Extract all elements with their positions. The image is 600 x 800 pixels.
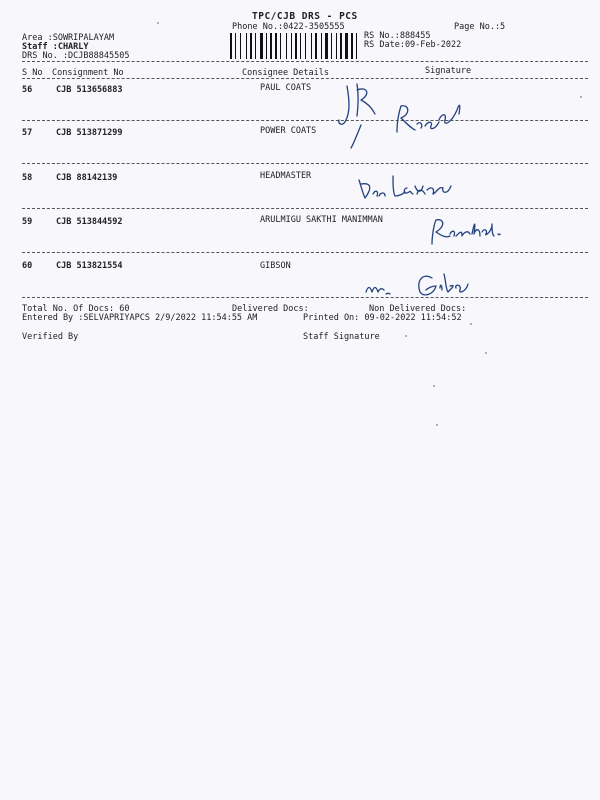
column-header-sno: S No [22, 68, 43, 78]
barcode-bar [351, 33, 353, 59]
scan-speck [580, 96, 582, 98]
barcode [230, 33, 358, 59]
barcode-bar [336, 33, 337, 59]
barcode-bar [266, 33, 267, 59]
row-consignment: CJB 88142139 [56, 173, 118, 183]
scan-speck [436, 424, 438, 426]
scan-speck [470, 323, 472, 325]
barcode-bar [235, 33, 236, 59]
barcode-bar [315, 33, 317, 59]
barcode-bar [275, 33, 277, 59]
barcode-bar [331, 33, 332, 59]
barcode-bar [246, 33, 247, 59]
row-divider [22, 252, 588, 253]
barcode-bar [305, 33, 306, 59]
barcode-bar [311, 33, 312, 59]
row-sno: 59 [22, 217, 33, 227]
barcode-bar [356, 33, 357, 59]
document-title: TPC/CJB DRS - PCS [252, 11, 358, 22]
non-delivered-docs: Non Delivered Docs: [369, 304, 467, 314]
handwritten-signature [362, 268, 472, 300]
delivered-docs: Delivered Docs: [232, 304, 309, 314]
row-consignment: CJB 513821554 [56, 261, 123, 271]
barcode-bar [230, 33, 232, 59]
total-docs: Total No. Of Docs: 60 [22, 304, 130, 314]
handwritten-signature [355, 172, 465, 204]
divider [22, 78, 588, 79]
phone-number: Phone No.:0422-3505555 [232, 22, 345, 32]
scan-speck [405, 335, 407, 337]
barcode-bar [340, 33, 342, 59]
barcode-bar [345, 33, 348, 59]
printed-on: Printed On: 09-02-2022 11:54:52 [303, 313, 462, 323]
barcode-bar [295, 33, 297, 59]
barcode-bar [300, 33, 301, 59]
rs-number: RS No.:888455 [364, 31, 431, 41]
row-sno: 57 [22, 128, 33, 138]
row-divider [22, 163, 588, 164]
row-consignment: CJB 513656883 [56, 85, 123, 95]
row-sno: 56 [22, 85, 33, 95]
row-divider [22, 208, 588, 209]
column-header-consignment: Consignment No [52, 68, 124, 78]
row-consignee: POWER COATS [260, 126, 317, 136]
column-header-consignee: Consignee Details [242, 68, 329, 78]
staff-signature-label: Staff Signature [303, 332, 380, 342]
barcode-bar [321, 33, 322, 59]
barcode-bar [291, 33, 292, 59]
row-divider [22, 120, 588, 121]
row-consignee: ARULMIGU SAKTHI MANIMMAN [260, 215, 383, 225]
barcode-bar [325, 33, 328, 59]
row-consignee: HEADMASTER [260, 171, 312, 181]
row-sno: 60 [22, 261, 33, 271]
entered-by: Entered By :SELVAPRIYAPCS 2/9/2022 11:54:55 AM [22, 313, 258, 323]
row-divider [22, 297, 588, 298]
row-consignment: CJB 513871299 [56, 128, 123, 138]
barcode-bar [250, 33, 252, 59]
barcode-bar [260, 33, 263, 59]
barcode-bar [255, 33, 256, 59]
handwritten-signature [335, 80, 475, 155]
verified-by-label: Verified By [22, 332, 79, 342]
scan-speck [485, 352, 487, 354]
barcode-bar [270, 33, 272, 59]
barcode-bar [286, 33, 287, 59]
page-number: Page No.:5 [454, 22, 506, 32]
rs-date: RS Date:09-Feb-2022 [364, 40, 462, 50]
row-consignee: GIBSON [260, 261, 291, 271]
drs-number: DRS No. :DCJB88845505 [22, 51, 130, 61]
handwritten-signature [428, 214, 508, 250]
staff-label: Staff :CHARLY [22, 42, 89, 52]
row-consignee: PAUL COATS [260, 83, 312, 93]
scan-speck [157, 22, 159, 24]
row-consignment: CJB 513844592 [56, 217, 123, 227]
barcode-bar [240, 33, 241, 59]
scan-speck [433, 385, 435, 387]
row-sno: 58 [22, 173, 33, 183]
divider [22, 61, 588, 62]
barcode-bar [280, 33, 281, 59]
column-header-signature: Signature [425, 66, 472, 76]
area-label: Area :SOWRIPALAYAM [22, 33, 115, 43]
